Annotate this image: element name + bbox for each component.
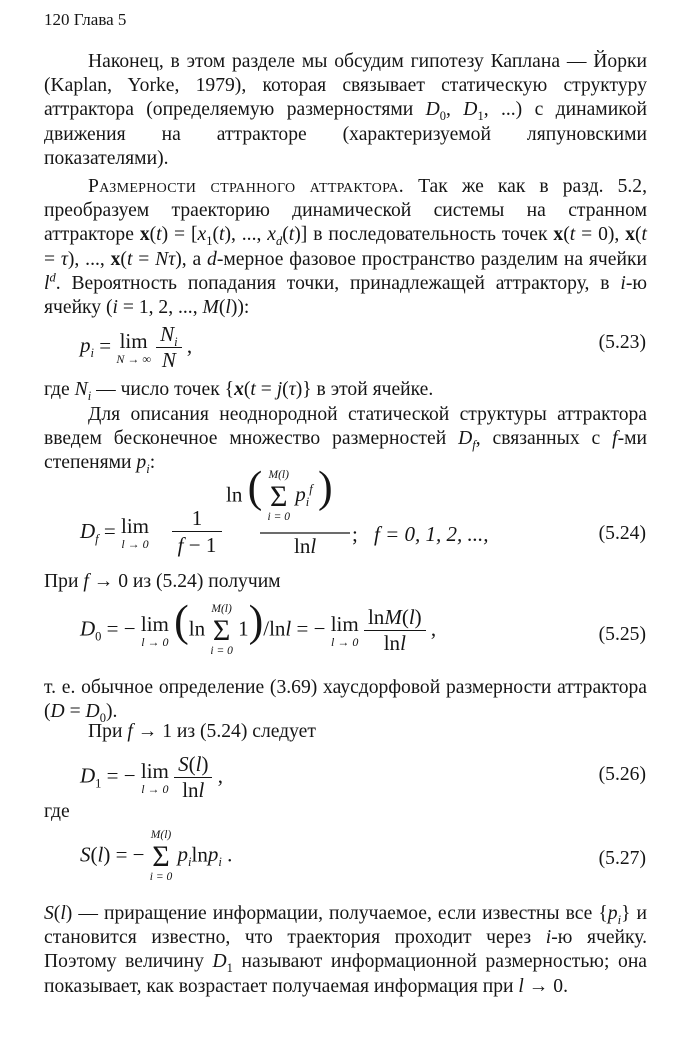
equation-5-26	[0, 750, 700, 800]
equation-number-5-27: (5.27)	[598, 848, 646, 869]
df-intro-text-1: Для описания неоднородной статической структуры аттрактора введем бесконечное множество размерностей	[44, 404, 647, 450]
hausdorff-text-2: ).	[105, 701, 118, 723]
df-intro-text-2: , связанных с	[475, 428, 613, 450]
dimensions-text-4: -мерное фазовое пространство разделим на ячейки	[216, 248, 647, 270]
ni-def-text-1: где	[44, 379, 75, 400]
information-text-3: -ю ячейку. Поэтому величину	[44, 927, 647, 973]
paragraph-f-to-0: При f → 0 из (5.24) получим	[44, 571, 281, 592]
equation-5-24-numerator: ln ( M(l) Σ i = 0 $p_i^f$ )	[226, 462, 333, 523]
equation-5-27	[0, 826, 700, 892]
equation-5-24-sep: ;	[352, 522, 358, 546]
equation-5-24-lhs: $D_f = \lim$ l → 0	[80, 514, 150, 551]
f1-text-2: из (5.24) следует	[171, 721, 316, 742]
equation-5-24	[0, 462, 700, 560]
paragraph-information: S(l) — приращение информации, получаемое, если известны все $\{p_i\}$ и становится известно, что траектория проходит через i-ю ячейку. Поэтому величину $D_1$ называют информационной размерностью; она показывает, как возрастает получаемая информация при l → 0.	[44, 903, 647, 997]
information-text-1: — приращение информации, получаемое, если известны все	[72, 903, 599, 924]
page-header: 120 Глава 5	[44, 10, 127, 29]
f0-text-1: При	[44, 571, 84, 592]
equation-5-25	[0, 596, 700, 664]
equation-5-23	[0, 320, 700, 370]
equation-number-5-24: (5.24)	[598, 523, 646, 544]
equation-5-24-denominator: lnl	[294, 534, 317, 558]
equation-5-23-body: $p_i = \lim$ N → ∞ $\frac{N_i}{N}$ ,	[80, 322, 193, 372]
hausdorff-text-1: т. е. обычное определение (3.69) хаусдорфовой размерности аттрактора (	[44, 677, 647, 723]
equation-5-27-body: S(l) = − M(l) Σ i = 0 $p_i\ln p_i$ .	[80, 829, 233, 883]
paragraph-dimensions: Размерности странного аттрактора. Так же как в разд. 5.2, преобразуем траекторию динамической системы на странном аттракторе $x(t) = [x_1(t)$, ..., $x_d(t)$] в последовательность точек x(t = 0), x(t = τ), ..., x(t = Nτ), а d-мерное фазовое пространство разделим на ячейки $l^d$. Вероятность попадания точки, принадлежащей аттрактору, в i-ю ячейку (i = 1, 2, ..., M(l)):	[44, 176, 647, 319]
information-text-4: называют информационной размерностью; она показывает, как возрастает получаемая информация при	[44, 951, 647, 997]
information-text-2: и становится известно, что траектория проходит через	[44, 903, 647, 949]
intro-text-1: Наконец, в этом разделе мы обсудим гипотезу Каплана — Йорки (Kaplan, Yorke, 1979), которая связывает статическую структуру аттрактора (определяемую размерностями	[44, 51, 647, 121]
ni-def-text-3: в этой ячейке.	[311, 379, 434, 400]
equation-5-24-frac1: 1 f − 1	[172, 506, 222, 558]
dimensions-text-5: . Вероятность попадания точки, принадлежащей аттрактору, в	[55, 272, 621, 294]
equation-number-5-25: (5.25)	[598, 624, 646, 645]
paragraph-f-to-1: При f → 1 из (5.24) следует	[88, 721, 316, 742]
equation-number-5-26: (5.26)	[598, 764, 646, 785]
dimensions-text-1: Так же как в разд. 5.2, преобразуем траекторию динамической системы на странном аттракторе	[44, 176, 647, 246]
paragraph-intro: Наконец, в этом разделе мы обсудим гипотезу Каплана — Йорки (Kaplan, Yorke, 1979), которая связывает статическую структуру аттрактора (определяемую размерностями $D_0$, $D_1$, ...) с динамикой движения на аттракторе (характеризуемой ляпуновскими показателями).	[44, 51, 647, 169]
paragraph-where	[44, 800, 647, 824]
paragraph-hausdorff: т. е. обычное определение (3.69) хаусдорфовой размерности аттрактора $(D = D_0)$.	[44, 677, 647, 726]
dimensions-text-2: в последовательность точек	[307, 224, 554, 246]
dimensions-text-3: , а	[181, 248, 208, 270]
intro-text-2: , ...) с динамикой движения на аттракторе (характеризуемой ляпуновскими показателями).	[44, 99, 647, 169]
equation-5-25-body: $D_0$ = − lim l → 0 (ln M(l) Σ i = 0 1)/lnl = − lim l → 0 $\frac{\ln M(l)}{\ln l}$ ,	[80, 596, 437, 657]
paragraph-df-intro: Для описания неоднородной статической структуры аттрактора введем бесконечное множество размерностей $D_f$, связанных с f-ми степенями $p_i$:	[44, 404, 647, 477]
equation-5-26-body: $D_1$ = − lim l → 0 $\frac{S(l)}{\ln l}$ ,	[80, 752, 223, 802]
f1-text-1: При	[88, 721, 128, 742]
f0-text-2: из (5.24) получим	[127, 571, 281, 592]
equation-5-24-tail: f = 0, 1, 2, ...,	[374, 522, 489, 546]
paragraph-ni-def: где $N_i$ — число точек {x(t = j(τ)} в этой ячейке.	[44, 379, 434, 403]
df-intro-text-3: -ми степенями	[44, 428, 647, 474]
section-heading: Размерности странного аттрактора.	[88, 176, 404, 197]
where-text: где	[44, 801, 70, 822]
ni-def-text-2: — число точек	[91, 379, 225, 400]
dimensions-text-6: -ю ячейку (	[44, 272, 647, 319]
equation-number-5-23: (5.23)	[598, 332, 646, 353]
